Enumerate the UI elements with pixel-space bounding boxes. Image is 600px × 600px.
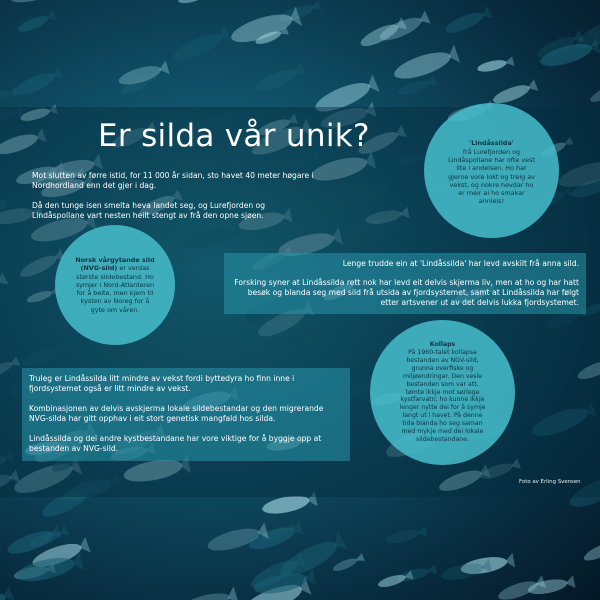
fish-silhouette <box>0 586 15 600</box>
page-title: Er silda vår unik? <box>98 118 370 154</box>
fish-silhouette <box>443 6 492 37</box>
bubble-norsk-vargytande-sild <box>55 225 175 345</box>
bubble-kollaps <box>370 320 515 465</box>
research-text-box <box>224 253 586 314</box>
fish-silhouette <box>396 75 437 98</box>
diversity-paragraph-1: Truleg er Lindåssilda litt mindre av vekst fordi byttedyra ho finn inne i fjordsystemet også er litt mindre av vekst. <box>29 374 295 394</box>
fish-silhouette <box>170 26 231 66</box>
fish-silhouette <box>582 537 600 564</box>
fish-silhouette <box>37 0 101 3</box>
fish-silhouette <box>177 0 213 5</box>
fish-silhouette <box>253 63 306 96</box>
fish-silhouette <box>385 526 428 546</box>
research-paragraph-2: Forsking syner at Lindåssilda rett nok har levd eit delvis skjerma liv, men at ho og har hatt besøk og blanda seg med sild frå utsida av fjordsystemet, samt at Lindåssilda har følgt etter artsvener ut av det delvis lukka fjordsystemet. <box>234 278 579 308</box>
bubble-kollaps-heading: Kollaps <box>429 340 456 348</box>
diversity-paragraph-3: Lindåssilda og dei andre kystbestandane har vore viktige for å byggje opp at bestanden av NVG-sild. <box>29 434 322 454</box>
bubble-lindassilda <box>424 103 559 238</box>
fish-silhouette <box>391 45 460 84</box>
fish-silhouette <box>331 553 364 573</box>
fish-silhouette <box>11 66 64 100</box>
photo-credit: Foto av Erling Svensen <box>519 479 581 485</box>
intro-paragraph-2: Då den tunge isen smelta heva landet seg, og Lurefjorden og Lindåspollane vart nesten heilt stengt av frå den opne sjøen. <box>32 201 266 221</box>
fish-silhouette <box>16 10 56 35</box>
bubble-kollaps-body: På 1960-talet kollapsa bestanden av NGV-sild, grunna overfiske og miljøendringar. Den vesle bestanden som var att, tømte ikkje mot sørlege kystfarvatn; ho kunne ikkje lenger nytte dei for å symje langt ut i havet. På denne tida blanda ho seg saman med mykje med dei lokale sildebestandane. <box>399 348 486 444</box>
fish-silhouette <box>172 586 239 600</box>
fish-silhouette <box>8 0 63 6</box>
intro-text <box>30 170 320 232</box>
diversity-text-box <box>22 368 350 461</box>
bubble-norsk-body: er verdas største sildebestand. Ho symjer i Nord-Atlanteren for å beite, men kjem til kysten av Noreg for å gyte om våren. <box>75 264 155 314</box>
intro-paragraph-1: Mot slutten av førre istid, for 11 000 år sidan, sto havet 40 meter høgare i Nordhordland enn det gjer i dag. <box>32 171 314 191</box>
bubble-norsk-heading: Norsk vårgytande sild (NVG-sild) <box>75 255 155 273</box>
research-paragraph-1: Lenge trudde ein at 'Lindåssilda' har levd avskilt frå anna sild. <box>342 259 579 268</box>
fish-silhouette <box>588 79 600 105</box>
bubble-lindassilda-heading: 'Lindåssilda' <box>469 139 514 148</box>
fish-silhouette <box>0 87 18 106</box>
bubble-lindassilda-body: frå Lurefjorden og Lindåspollane har ofte vest lite i andelsen. Ho har gjerne vore lokt og treig av vekst, og nokre hevdar ho er meir ai ho smakar annleis! <box>448 147 535 206</box>
diversity-paragraph-2: Kombinasjonen av delvis avskjerma lokale sildebestandar og den migrerande NVG-silda har gitt opphav i eit stort genetisk mangfald hos silda. <box>29 404 324 424</box>
fish-silhouette <box>476 56 514 74</box>
